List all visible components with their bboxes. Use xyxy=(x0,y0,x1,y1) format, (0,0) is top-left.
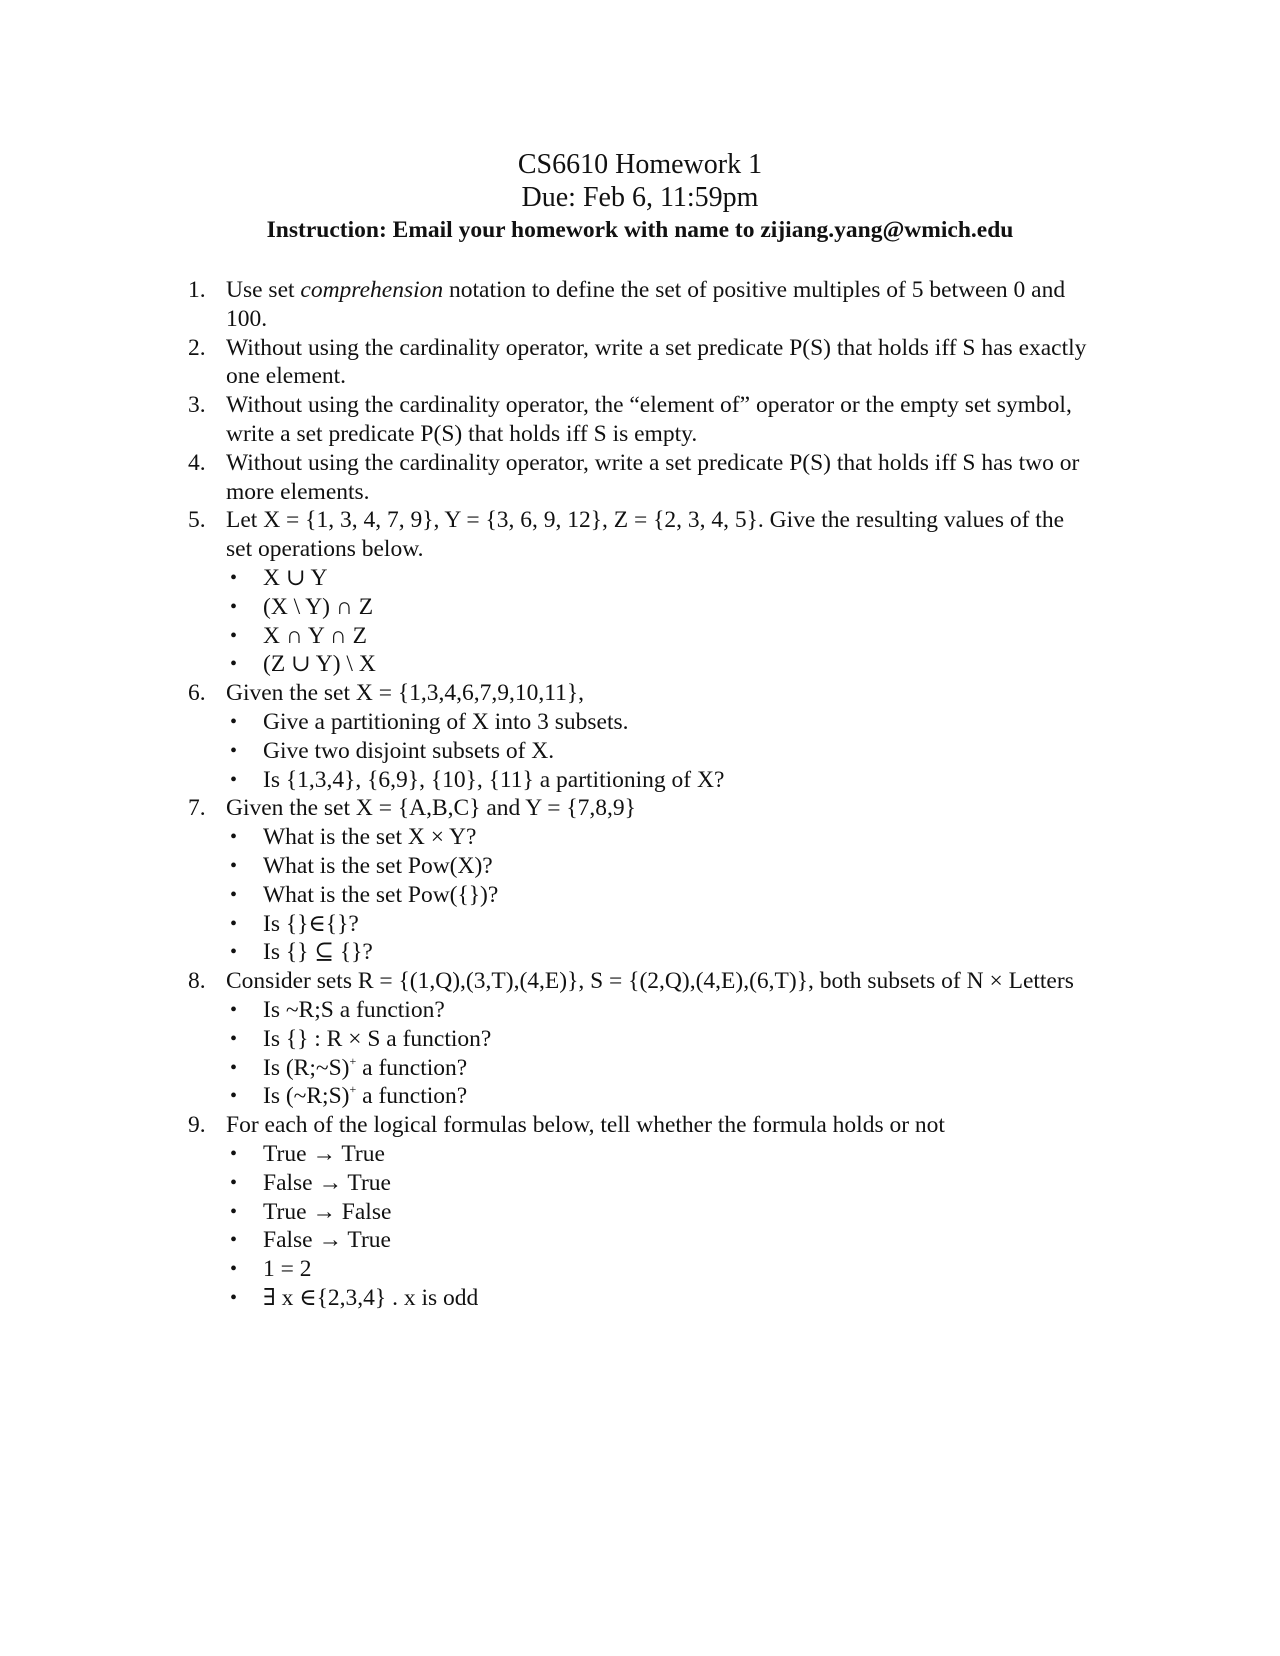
bullet-text: X ∩ Y ∩ Z xyxy=(263,622,367,649)
bullet-icon: • xyxy=(230,1027,238,1050)
question-7 xyxy=(188,794,1088,823)
question-3 xyxy=(188,391,1088,449)
bullet-text: Is {} : R × S a function? xyxy=(263,1025,492,1052)
instruction-line: Instruction: Email your homework with name to zijiang.yang@wmich.edu xyxy=(266,217,1014,243)
bullet-item xyxy=(188,1140,1088,1169)
question-text: Let X = {1, 3, 4, 7, 9}, Y = {3, 6, 9, 12}, Z = {2, 3, 4, 5}. Give the resulting values of the set operations below. xyxy=(226,507,1065,563)
bullet-item xyxy=(188,910,1088,939)
bullet-text: X ∪ Y xyxy=(263,564,328,591)
bullet-item xyxy=(188,737,1088,766)
question-number: 3. xyxy=(188,392,206,419)
question-text: Without using the cardinality operator, the “element of” operator or the empty set symbol, write a set predicate P(S) that holds iff S is empty. xyxy=(226,392,1072,447)
bullet-icon: • xyxy=(230,710,238,733)
question-9-bullets xyxy=(188,1140,1088,1313)
bullet-text: What is the set Pow(X)? xyxy=(263,852,493,879)
bullet-icon: • xyxy=(230,595,238,618)
bullet-icon: • xyxy=(230,1258,238,1281)
question-text-emphasis: comprehension xyxy=(300,277,444,303)
superscript-plus: + xyxy=(349,1082,357,1097)
bullet-icon: • xyxy=(230,768,238,791)
question-text: Given the set X = {A,B,C} and Y = {7,8,9} xyxy=(226,795,636,822)
question-number: 5. xyxy=(188,507,206,534)
bullet-icon: • xyxy=(230,998,238,1021)
question-number: 9. xyxy=(188,1112,206,1139)
question-7-bullets xyxy=(188,823,1088,967)
document-header xyxy=(0,148,1280,245)
bullet-text: Give a partitioning of X into 3 subsets. xyxy=(263,708,629,735)
bullet-text: False → True xyxy=(263,1227,391,1254)
bullet-text: False → True xyxy=(263,1169,391,1196)
bullet-icon: • xyxy=(230,739,238,762)
bullet-item xyxy=(188,766,1088,795)
bullet-text: a function? xyxy=(356,1083,468,1110)
question-4 xyxy=(188,449,1088,507)
bullet-item xyxy=(188,852,1088,881)
bullet-icon: • xyxy=(230,1142,238,1165)
bullet-icon: • xyxy=(230,1171,238,1194)
page-title: CS6610 Homework 1 xyxy=(517,149,763,180)
bullet-icon: • xyxy=(230,912,238,935)
bullet-text: ∃ x ∈{2,3,4} . x is odd xyxy=(263,1284,479,1311)
bullet-text: Is {}∈{}? xyxy=(263,910,359,937)
question-8-bullets xyxy=(188,996,1088,1111)
bullet-item xyxy=(188,1226,1088,1255)
bullet-item xyxy=(188,938,1088,967)
question-number: 6. xyxy=(188,680,206,707)
bullet-item xyxy=(188,1284,1088,1313)
bullet-item xyxy=(188,1198,1088,1227)
question-5-bullets xyxy=(188,564,1088,679)
bullet-item xyxy=(188,564,1088,593)
bullet-icon: • xyxy=(230,1229,238,1252)
bullet-icon: • xyxy=(230,854,238,877)
bullet-icon: • xyxy=(230,1085,238,1108)
bullet-icon: • xyxy=(230,624,238,647)
bullet-icon: • xyxy=(230,653,238,676)
bullet-text: What is the set Pow({})? xyxy=(263,881,499,908)
bullet-item xyxy=(188,1054,1088,1083)
bullet-text: True → True xyxy=(263,1140,385,1167)
bullet-item xyxy=(188,996,1088,1025)
question-text: notation to define the set of positive multiples of 5 between 0 and 100. xyxy=(226,277,1066,332)
bullet-text: Is (~R;S) xyxy=(263,1083,350,1110)
bullet-icon: • xyxy=(230,826,238,849)
bullet-text: Is {1,3,4}, {6,9}, {10}, {11} a partitioning of X? xyxy=(263,766,725,793)
bullet-item xyxy=(188,823,1088,852)
question-text: Without using the cardinality operator, write a set predicate P(S) that holds iff S has exactly one element. xyxy=(226,334,1087,390)
bullet-item xyxy=(188,622,1088,651)
bullet-item xyxy=(188,1255,1088,1284)
bullet-text: True → False xyxy=(263,1198,392,1225)
bullet-icon: • xyxy=(230,1056,238,1079)
bullet-item xyxy=(188,708,1088,737)
bullet-item xyxy=(188,881,1088,910)
question-2 xyxy=(188,334,1088,392)
question-text: Use set xyxy=(226,277,301,303)
bullet-text: Is {} ⊆ {}? xyxy=(263,939,373,966)
bullet-text: Give two disjoint subsets of X. xyxy=(263,737,555,764)
bullet-icon: • xyxy=(230,1286,238,1309)
question-text: Given the set X = {1,3,4,6,7,9,10,11}, xyxy=(226,680,585,707)
bullet-text: Is ~R;S a function? xyxy=(263,996,445,1023)
question-number: 7. xyxy=(188,795,206,822)
bullet-item xyxy=(188,1169,1088,1198)
question-number: 1. xyxy=(188,277,206,303)
question-text: For each of the logical formulas below, tell whether the formula holds or not xyxy=(226,1112,945,1139)
bullet-item xyxy=(188,593,1088,622)
due-date: Due: Feb 6, 11:59pm xyxy=(521,182,759,213)
bullet-item xyxy=(188,1025,1088,1054)
question-list xyxy=(188,276,1088,1313)
bullet-text: 1 = 2 xyxy=(263,1256,312,1283)
bullet-icon: • xyxy=(230,1200,238,1223)
question-5 xyxy=(188,506,1088,564)
bullet-icon: • xyxy=(230,941,238,964)
question-number: 2. xyxy=(188,334,206,361)
question-6 xyxy=(188,679,1088,708)
question-6-bullets xyxy=(188,708,1088,794)
bullet-text: Is (R;~S) xyxy=(263,1054,350,1081)
superscript-plus: + xyxy=(349,1053,357,1068)
question-number: 8. xyxy=(188,968,206,995)
bullet-item xyxy=(188,650,1088,679)
bullet-text: (Z ∪ Y) \ X xyxy=(263,651,376,678)
bullet-item xyxy=(188,1082,1088,1111)
bullet-text: What is the set X × Y? xyxy=(263,824,477,851)
bullet-icon: • xyxy=(230,883,238,906)
question-9 xyxy=(188,1111,1088,1140)
question-1 xyxy=(188,276,1088,334)
question-number: 4. xyxy=(188,449,206,476)
question-text: Consider sets R = {(1,Q),(3,T),(4,E)}, S = {(2,Q),(4,E),(6,T)}, both subsets of N × Letters xyxy=(226,968,1074,995)
question-text: Without using the cardinality operator, write a set predicate P(S) that holds iff S has two or more elements. xyxy=(226,449,1080,505)
question-8 xyxy=(188,967,1088,996)
bullet-icon: • xyxy=(230,566,238,589)
bullet-text: (X \ Y) ∩ Z xyxy=(263,593,374,620)
bullet-text: a function? xyxy=(356,1054,468,1081)
